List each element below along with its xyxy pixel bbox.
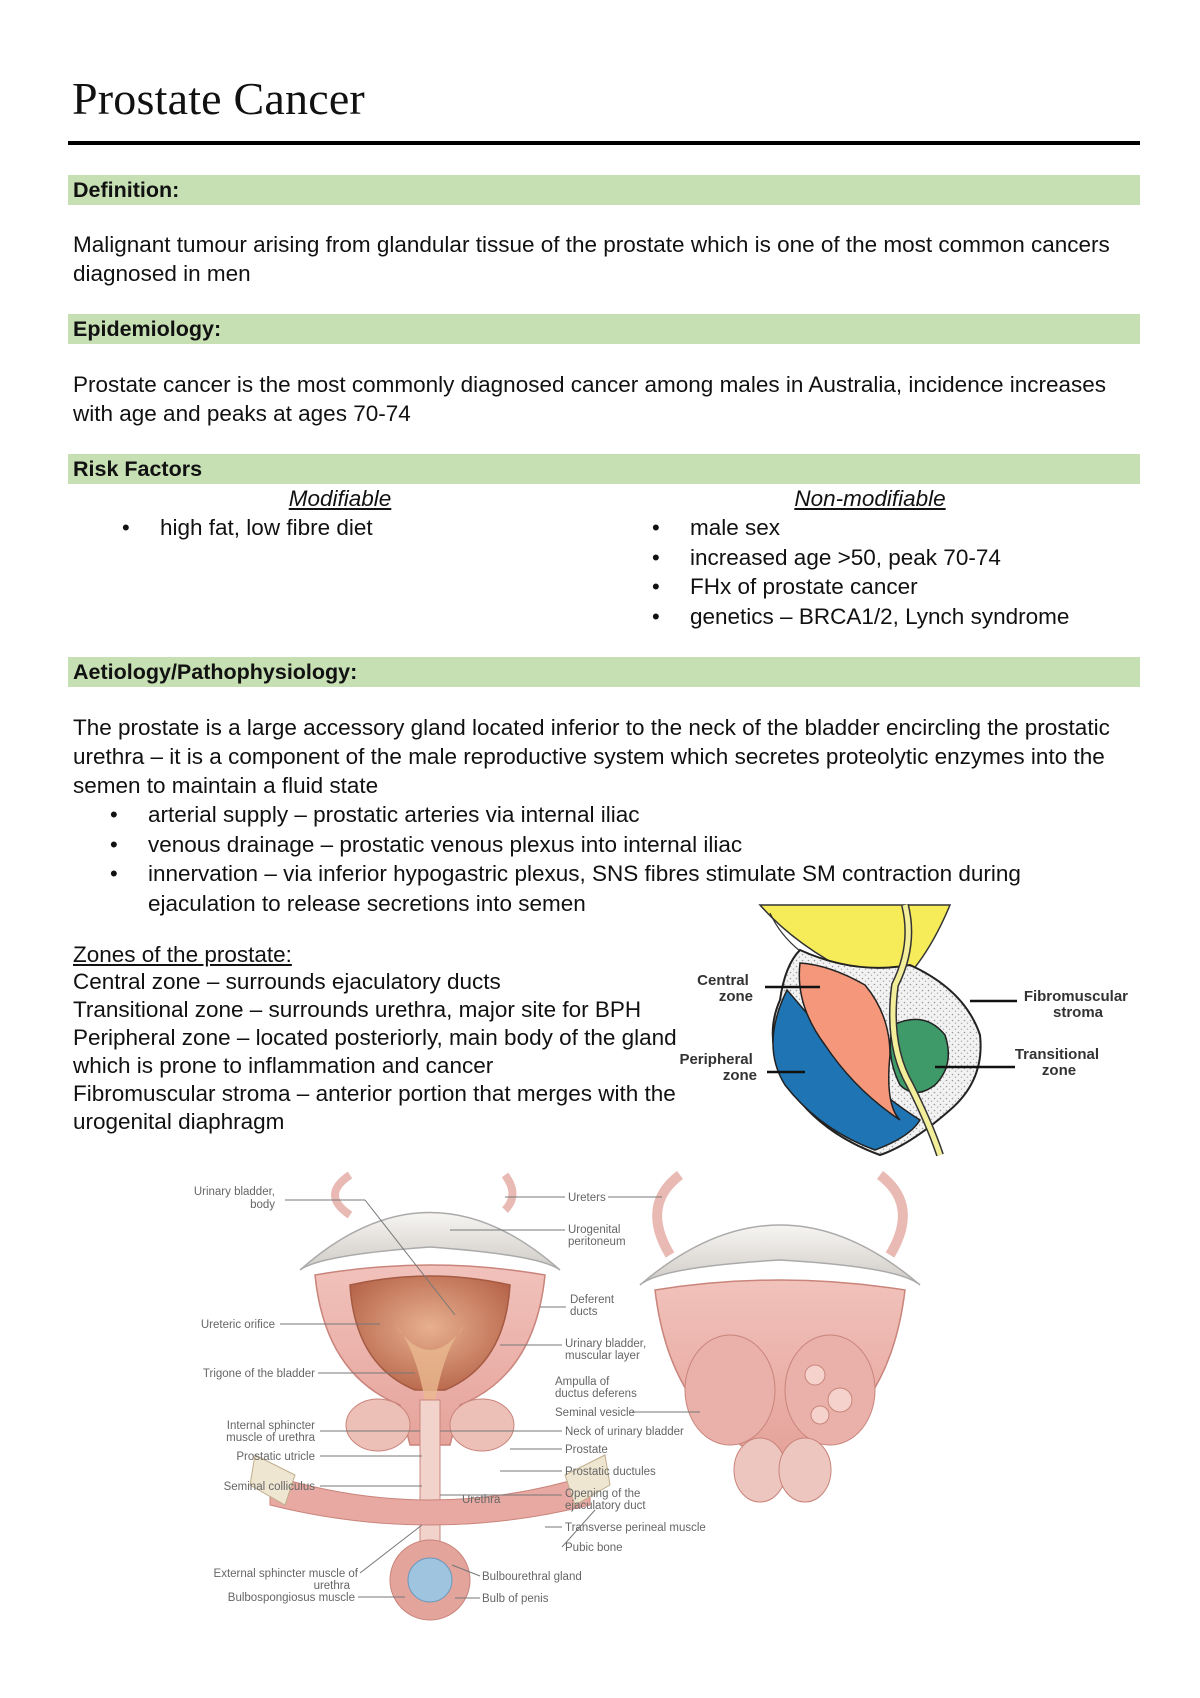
list-item: • male sex bbox=[652, 513, 1152, 543]
page-title: Prostate Cancer bbox=[72, 73, 365, 124]
urethra-tube bbox=[420, 1400, 440, 1560]
list-item: • increased age >50, peak 70-74 bbox=[652, 543, 1152, 573]
label-ducts: ducts bbox=[570, 1306, 598, 1318]
transitional-label: Transitional zone bbox=[1014, 1046, 1100, 1079]
list-item: • FHx of prostate cancer bbox=[652, 572, 1152, 602]
risk-factors-heading: Risk Factors bbox=[68, 454, 1140, 484]
label-ductus-deferens: ductus deferens bbox=[555, 1388, 637, 1400]
left-ureter bbox=[335, 1175, 350, 1215]
label-transverse-perineal: Transverse perineal muscle bbox=[565, 1522, 706, 1534]
peritoneum-cap bbox=[300, 1213, 560, 1271]
prostate-right-lobe bbox=[450, 1399, 514, 1451]
label-ampulla: Ampulla of bbox=[555, 1376, 610, 1388]
label-deferent: Deferent bbox=[570, 1294, 615, 1306]
zone-item: Fibromuscular stroma – anterior portion that merges with the urogenital diaphragm bbox=[73, 1081, 676, 1134]
epidemiology-text: Prostate cancer is the most commonly diagnosed cancer among males in Australia, incidence increases with age and peaks at ages 70-74 bbox=[73, 372, 1107, 426]
label-neck-of-bladder: Neck of urinary bladder bbox=[565, 1426, 684, 1438]
label-prostate: Prostate bbox=[565, 1444, 608, 1456]
label-prostatic-ductules: Prostatic ductules bbox=[565, 1466, 656, 1478]
posterior-peritoneum bbox=[640, 1225, 920, 1285]
vesicle-lobule bbox=[805, 1365, 825, 1385]
label-ureters: Ureters bbox=[568, 1192, 606, 1204]
aetiology-list bbox=[110, 800, 1110, 918]
posterior-view bbox=[640, 1175, 920, 1502]
label-urethra-2: urethra bbox=[313, 1580, 350, 1592]
label-bulb-of-penis: Bulb of penis bbox=[482, 1593, 549, 1605]
vesicle-lobule bbox=[811, 1406, 829, 1424]
label-urinary-bladder-body: Urinary bladder, bbox=[193, 1186, 275, 1198]
label-seminal-colliculus: Seminal colliculus bbox=[223, 1481, 315, 1493]
label-bulbourethral-gland: Bulbourethral gland bbox=[482, 1571, 582, 1583]
left-seminal-vesicle bbox=[685, 1335, 775, 1445]
zones-list bbox=[73, 968, 713, 1136]
label-opening-of-the: Opening of the bbox=[565, 1488, 641, 1500]
label-bulbospongiosus: Bulbospongiosus muscle bbox=[227, 1592, 355, 1604]
label-urogenital: Urogenital bbox=[568, 1224, 621, 1236]
label-muscle-of-urethra: muscle of urethra bbox=[226, 1432, 315, 1444]
label-muscular-layer: muscular layer bbox=[565, 1350, 640, 1362]
non-modifiable-list bbox=[652, 513, 1152, 631]
label-seminal-vesicle: Seminal vesicle bbox=[555, 1407, 635, 1419]
prostate-zones-diagram bbox=[679, 905, 1145, 1155]
definition-heading: Definition: bbox=[68, 175, 1140, 205]
bladder-prostate-anatomy-illustration bbox=[193, 1175, 1000, 1630]
aetiology-heading: Aetiology/Pathophysiology: bbox=[68, 657, 1140, 687]
right-seminal-vesicle bbox=[785, 1335, 875, 1445]
urethral-bulb bbox=[408, 1558, 452, 1602]
label-bladder-muscular: Urinary bladder, bbox=[565, 1338, 647, 1350]
posterior-left-ureter bbox=[657, 1175, 680, 1255]
prostate-left-lobe bbox=[346, 1399, 410, 1451]
label-external-sphincter: External sphincter muscle of bbox=[213, 1568, 358, 1580]
label-internal-sphincter: Internal sphincter bbox=[226, 1420, 315, 1432]
label-ejaculatory-duct: ejaculatory duct bbox=[565, 1500, 646, 1512]
label-urethra: Urethra bbox=[462, 1494, 501, 1506]
modifiable-list bbox=[122, 513, 602, 543]
posterior-prostate-right bbox=[779, 1438, 831, 1502]
label-pubic-bone: Pubic bone bbox=[565, 1542, 623, 1554]
central-label: Central zone bbox=[697, 972, 753, 1005]
zone-item: Transitional zone – surrounds urethra, major site for BPH bbox=[73, 997, 642, 1022]
vesicle-lobule bbox=[828, 1388, 852, 1412]
right-ureter bbox=[505, 1175, 513, 1210]
aetiology-text: The prostate is a large accessory gland located inferior to the neck of the bladder encircling the prostatic urethra – it is a component of the male reproductive system which secretes proteolytic enzymes into the semen to maintain a fluid state bbox=[73, 715, 1110, 798]
zone-item: Central zone – surrounds ejaculatory ducts bbox=[73, 969, 501, 994]
list-item: • arterial supply – prostatic arteries via internal iliac bbox=[110, 800, 1110, 830]
label-peritoneum: peritoneum bbox=[568, 1236, 626, 1248]
list-item: • genetics – BRCA1/2, Lynch syndrome bbox=[652, 602, 1152, 632]
zones-heading: Zones of the prostate: bbox=[73, 942, 292, 967]
label-prostatic-utricle: Prostatic utricle bbox=[236, 1451, 315, 1463]
fibromuscular-label: Fibromuscular stroma bbox=[1023, 988, 1129, 1021]
list-item: • venous drainage – prostatic venous plexus into internal iliac bbox=[110, 830, 1110, 860]
peripheral-label: Peripheral zone bbox=[679, 1051, 757, 1084]
label-ureteric-orifice: Ureteric orifice bbox=[200, 1319, 275, 1331]
zone-item: Peripheral zone – located posteriorly, main body of the gland which is prone to inflammation and cancer bbox=[73, 1025, 677, 1078]
label-body: body bbox=[250, 1199, 275, 1211]
epidemiology-heading: Epidemiology: bbox=[68, 314, 1140, 344]
definition-text: Malignant tumour arising from glandular tissue of the prostate which is one of the most common cancers diagnosed in men bbox=[73, 232, 1110, 286]
non-modifiable-heading: Non-modifiable bbox=[794, 486, 946, 511]
title-rule bbox=[68, 141, 1140, 145]
posterior-right-ureter bbox=[880, 1175, 903, 1255]
label-trigone: Trigone of the bladder bbox=[202, 1368, 315, 1380]
list-item: • innervation – via inferior hypogastric plexus, SNS fibres stimulate SM contraction during ejaculation to release secretions into semen bbox=[110, 859, 1110, 918]
list-item: • high fat, low fibre diet bbox=[122, 513, 602, 543]
posterior-prostate-left bbox=[734, 1438, 786, 1502]
modifiable-heading: Modifiable bbox=[288, 486, 392, 511]
